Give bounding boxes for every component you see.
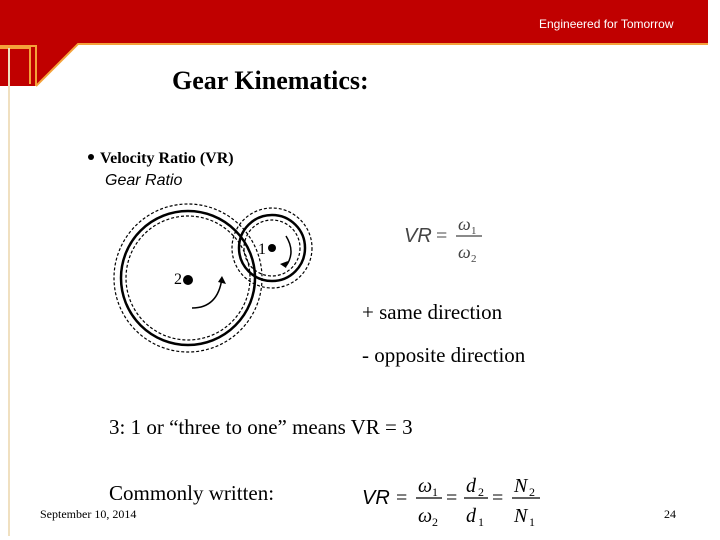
full-lhs: VR — [362, 487, 390, 509]
vr-den-sub: 2 — [471, 253, 477, 265]
vr-lhs: VR — [404, 225, 432, 247]
f2-den-sub: 1 — [478, 515, 484, 529]
bullet-text: Velocity Ratio (VR) — [100, 150, 234, 167]
full-eq-2: = — [446, 487, 458, 509]
f2-num: d — [466, 475, 476, 497]
f3-num-sub: 2 — [529, 485, 535, 499]
f3-num: N — [514, 475, 528, 497]
gear-diagram — [110, 200, 330, 365]
page-title: Gear Kinematics: — [172, 66, 369, 95]
bullet-velocity-ratio — [88, 150, 234, 168]
gear-2-center — [183, 275, 193, 285]
bullet-subtext: Gear Ratio — [105, 172, 183, 189]
gear-1-arrowhead — [280, 261, 288, 268]
vr-eq: = — [436, 225, 448, 247]
gear-label-1: 1 — [258, 241, 266, 258]
full-ratio-formula — [360, 466, 560, 536]
bullet-dot-icon — [88, 154, 94, 160]
gear-label-2: 2 — [174, 271, 182, 288]
f3-den-sub: 1 — [529, 515, 535, 529]
vr-num-sub: 1 — [471, 225, 477, 237]
full-eq-3: = — [492, 487, 504, 509]
brand-tagline: Engineered for Tomorrow — [539, 17, 674, 31]
vr-num-symbol: ω — [458, 214, 471, 234]
f2-num-sub: 2 — [478, 485, 484, 499]
f2-den: d — [466, 505, 476, 527]
page-number: 24 — [664, 507, 676, 521]
full-eq-1: = — [396, 487, 408, 509]
commonly-written-label: Commonly written: — [109, 481, 275, 505]
vr-formula — [400, 210, 500, 270]
left-divider — [8, 48, 10, 536]
f1-num: ω — [418, 475, 433, 497]
footer-date: September 10, 2014 — [40, 507, 137, 521]
f1-den-sub: 2 — [432, 515, 438, 529]
opposite-direction-text: - opposite direction — [362, 343, 526, 367]
f3-den: N — [514, 505, 528, 527]
same-direction-text: + same direction — [362, 300, 503, 324]
gear-2-rotation-arrow — [192, 278, 222, 308]
gear-1-center — [268, 244, 276, 252]
gear-2-arrowhead — [218, 276, 226, 284]
ratio-statement: 3: 1 or “three to one” means VR = 3 — [109, 415, 413, 439]
f1-den: ω — [418, 505, 433, 527]
f1-num-sub: 1 — [432, 485, 438, 499]
vr-den-symbol: ω — [458, 242, 471, 262]
